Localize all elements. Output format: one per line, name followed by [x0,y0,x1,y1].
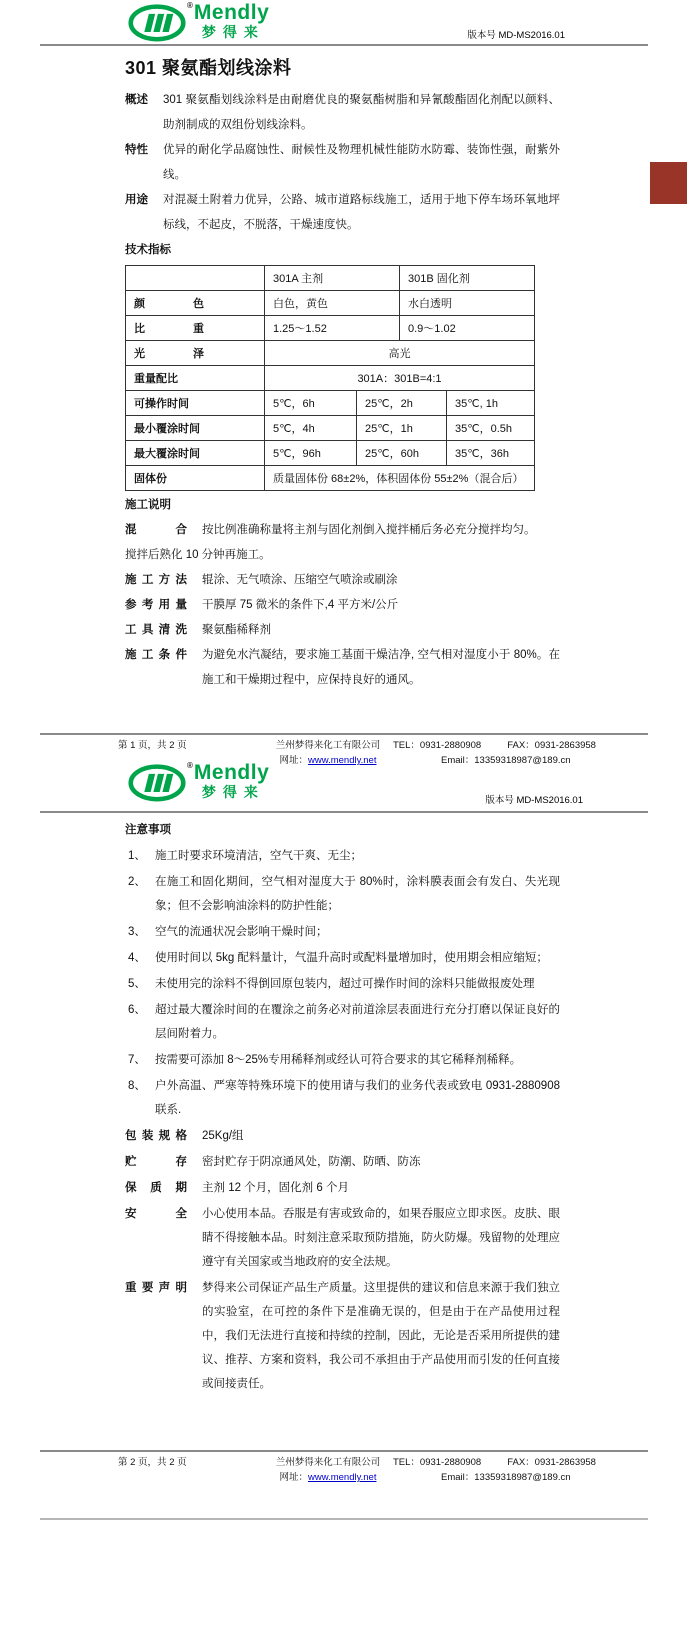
row-label: 颜色 [134,298,204,310]
row-label: 光泽 [134,348,204,360]
table-cell [126,316,264,340]
row-text: 主剂 12 个月，固化剂 6 个月 [202,1182,349,1194]
table-row-header [126,266,534,290]
note-item [128,870,560,918]
page1-body [0,52,687,693]
row-label: 施工条件 [125,649,187,661]
table-cell: 301A：301B=4:1 [264,366,534,390]
row-method [125,568,560,593]
note-number: 5、 [128,978,146,990]
email: Email：13359318987@189.cn [441,1472,571,1483]
row-shelf-life [125,1176,560,1200]
section-text: 优异的耐化学品腐蚀性、耐候性及物理机械性能防水防霉、装饰性强，耐紫外线。 [163,144,560,181]
table-cell: 最大覆涂时间 [134,448,200,460]
row-text: 25Kg/组 [202,1130,244,1142]
brand-name-cn: 梦得来 [201,24,265,40]
row-clean [125,618,560,643]
company-name: 兰州梦得来化工有限公司 [275,1457,381,1468]
table-cell: 可操作时间 [134,398,189,410]
note-number: 3、 [128,926,146,938]
website-label: 网址： [279,1472,309,1483]
footer-contact-block [393,1455,648,1485]
note-item [128,972,560,996]
row-text: 密封贮存于阴凉通风处，防潮、防晒、防冻 [202,1156,421,1168]
page-number: 第 1 页，共 2 页 [118,740,187,751]
row-text: 辊涂、无气喷涂、压缩空气喷涂或刷涂 [202,574,398,586]
brand-name-en: Mendly [193,1,270,24]
row-mix-continued: 搅拌后熟化 10 分钟再施工。 [125,549,271,561]
note-text: 使用时间以 5kg 配料量计，气温升高时或配料量增加时，使用期会相应缩短； [155,952,548,964]
note-item [128,998,560,1046]
header-rule [40,811,648,813]
note-text: 施工时要求环境清洁，空气干爽、无尘； [155,850,362,862]
row-label: 保质期 [125,1182,187,1194]
note-item [128,946,560,970]
table-row-gloss [126,340,534,365]
brand-name-cn: 梦得来 [201,784,265,800]
tel-fax-line [393,1455,648,1470]
table-cell: 水白透明 [399,291,534,315]
row-label: 贮存 [125,1156,187,1168]
section-text: 301 聚氨酯划线涂料是由耐磨优良的聚氨酯树脂和异氰酸酯固化剂配以颜料、助剂制成的双组份划线涂料。 [163,94,560,131]
table-cell: 质量固体份 68±2%，体积固体份 55±2%（混合后） [264,466,534,490]
table-row-gravity [126,315,534,340]
page-title: 301 聚氨酯划线涂料 [125,58,292,78]
note-number: 8、 [128,1080,146,1092]
row-label: 重要声明 [125,1282,187,1294]
note-text: 户外高温、严寒等特殊环境下的使用请与我们的业务代表或致电 0931-2880908 联系. [155,1080,560,1116]
row-pack [125,1124,560,1148]
note-number: 6、 [128,1004,146,1016]
row-statement [125,1276,560,1396]
row-label: 混合 [125,524,187,536]
row-storage [125,1150,560,1174]
header-rule [40,44,648,46]
table-cell: 1.25～1.52 [264,316,399,340]
table-cell: 5℃，6h [264,391,356,415]
row-label: 工具清洗 [125,624,187,636]
row-label: 施工方法 [125,574,187,586]
registered-mark: ® [187,1,193,10]
table-row-color [126,290,534,315]
email-line [393,1470,648,1485]
section-text: 对混凝土附着力优异，公路、城市道路标线施工，适用于地下停车场环氧地坪标线，不起皮，不脱落，干燥速度快。 [163,194,560,231]
website-label: 网址： [279,755,309,766]
note-number: 4、 [128,952,146,964]
table-row-solids [126,465,534,490]
note-text: 超过最大覆涂时间的在覆涂之前务必对前道涂层表面进行充分打磨以保证良好的层间附着力。 [155,1004,560,1040]
mendly-logo-icon [128,762,186,802]
table-cell: 35℃, 1h [446,391,534,415]
table-cell: 301A 主剂 [264,266,399,290]
note-number: 2、 [128,876,146,888]
note-text: 按需要可添加 8～25%专用稀释剂或经认可符合要求的其它稀释剂稀释。 [155,1054,522,1066]
section-usage [125,188,560,238]
spec-heading: 技术指标 [125,244,171,256]
apply-heading: 施工说明 [125,499,171,511]
note-item [128,1074,560,1122]
logo-text [194,762,269,799]
tel: TEL：0931-2880908 [393,740,482,751]
company-logo [128,2,269,42]
company-logo [128,762,269,802]
table-cell: 最小覆涂时间 [134,423,200,435]
version-label: 版本号 MD-MS2016.01 [485,795,583,806]
row-label: 安全 [125,1208,187,1220]
table-cell: 301B 固化剂 [399,266,534,290]
footer-company-block [263,1455,393,1485]
table-cell: 25℃，1h [356,416,446,440]
notes-heading: 注意事项 [125,824,171,836]
table-cell: 0.9～1.02 [399,316,534,340]
table-row-min-recoat [126,415,534,440]
footer-grid [40,1455,648,1485]
row-label: 包装规格 [125,1130,187,1142]
spec-table [125,265,535,491]
email: Email：13359318987@189.cn [441,755,571,766]
row-mix [125,518,560,543]
row-text: 为避免水汽凝结，要求施工基面干燥洁净, 空气相对湿度小于 80%。在施工和干燥期过程中，应保持良好的通风。 [202,649,560,686]
note-text: 在施工和固化期间，空气相对湿度大于 80%时，涂料膜表面会有发白、失光现象；但不会影响油涂料的防护性能； [155,876,560,912]
table-cell [126,341,264,365]
row-text: 小心使用本品。吞服是有害或致命的，如果吞服应立即求医。皮肤、眼睛不得接触本品。时刻注意采取预防措施，防火防爆。残留物的处理应遵守有关国家或当地政府的安全法规。 [202,1208,560,1268]
tel-fax-line [393,738,648,753]
table-cell: 25℃，60h [356,441,446,465]
note-item [128,1048,560,1072]
row-text: 干膜厚 75 微米的条件下,4 平方米/公斤 [202,599,399,611]
table-cell: 5℃，4h [264,416,356,440]
registered-mark: ® [187,761,193,770]
table-cell: 白色，黄色 [264,291,399,315]
table-cell: 固体份 [134,473,167,485]
note-item [128,844,560,868]
logo-text [194,2,269,39]
row-dosage [125,593,560,618]
page1-header [0,0,687,46]
section-label: 概述 [125,94,148,106]
section-label: 特性 [125,144,148,156]
table-row-pot-life [126,390,534,415]
note-number: 1、 [128,850,146,862]
fax: FAX：0931-2863958 [507,740,596,751]
table-cell [126,266,264,290]
website-link[interactable]: www.mendly.net [308,1472,377,1483]
table-row-ratio [126,365,534,390]
note-number: 7、 [128,1054,146,1066]
note-item [128,920,560,944]
page2-header [0,760,687,813]
note-text: 空气的流通状况会影响干燥时间； [155,926,328,938]
note-text: 未使用完的涂料不得倒回原包装内，超过可操作时间的涂料只能做报废处理 [155,978,535,990]
row-text: 聚氨酯稀释剂 [202,624,271,636]
table-row-max-recoat [126,440,534,465]
website-line [263,1470,393,1485]
row-condition [125,643,560,693]
table-cell: 重量配比 [134,373,178,385]
tel: TEL：0931-2880908 [393,1457,482,1468]
row-safety [125,1202,560,1274]
table-cell: 高光 [264,341,534,365]
fax: FAX：0931-2863958 [507,1457,596,1468]
page2-footer [40,1450,648,1485]
version-label: 版本号 MD-MS2016.01 [467,30,565,41]
table-cell [126,291,264,315]
section-overview [125,88,560,138]
page2-body [0,818,687,1398]
mendly-logo-icon [128,2,186,42]
row-label: 比重 [134,323,204,335]
row-text: 按比例准确称量将主剂与固化剂倒入搅拌桶后务必充分搅拌均匀。 [202,524,536,536]
table-cell: 25℃，2h [356,391,446,415]
section-feature [125,138,560,188]
page-bottom-rule [40,1518,648,1520]
row-label: 参考用量 [125,599,187,611]
company-name: 兰州梦得来化工有限公司 [275,740,381,751]
website-link[interactable]: www.mendly.net [308,755,377,766]
page-number: 第 2 页，共 2 页 [118,1457,187,1468]
section-label: 用途 [125,194,148,206]
row-text: 梦得来公司保证产品生产质量。这里提供的建议和信息来源于我们独立的实验室，在可控的条件下是准确无误的，但是由于在产品使用过程中，我们无法进行直接和持续的控制，因此，无论是否采用所提供的建议、推荐、方案和资料，我公司不承担由于产品使用而引发的任何直接或间接责任。 [202,1282,560,1390]
table-cell: 5℃，96h [264,441,356,465]
brand-name-en: Mendly [193,761,270,784]
table-cell: 35℃，36h [446,441,534,465]
table-cell: 35℃，0.5h [446,416,534,440]
